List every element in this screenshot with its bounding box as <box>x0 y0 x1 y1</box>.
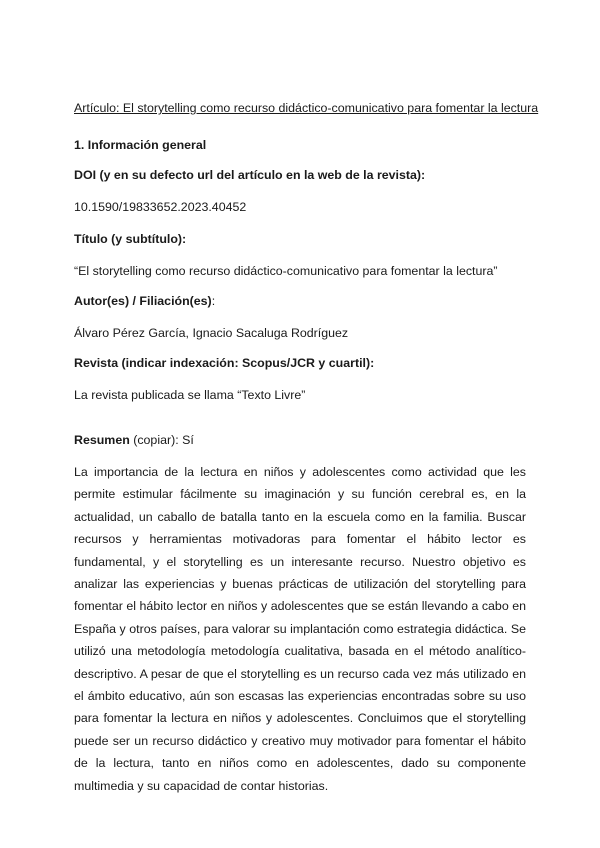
resumen-label: Resumen <box>74 433 130 447</box>
autores-value: Álvaro Pérez García, Ignacio Sacaluga Rodríguez <box>74 326 349 340</box>
doi-value: 10.1590/19833652.2023.40452 <box>74 200 247 214</box>
revista-label: Revista (indicar indexación: Scopus/JCR y cuartil): <box>74 356 375 370</box>
resumen-label-line <box>74 432 526 448</box>
autores-label: Autor(es) / Filiación(es) <box>74 294 212 308</box>
revista-value: La revista publicada se llama “Texto Livre” <box>74 388 306 402</box>
autores-label-line <box>74 293 526 309</box>
titulo-value: “El storytelling como recurso didáctico-comunicativo para fomentar la lectura” <box>74 264 498 278</box>
resumen-text: La importancia de la lectura en niños y adolescentes como actividad que les permite estimular fácilmente su imaginación y su función cerebral es, en la actualidad, un caballo de batalla tanto en la escuela como en la familia. Buscar recursos y herramientas motivadoras para fomentar el hábito lector es fundamental, y el storytelling es un interesante recurso. Nuestro objetivo es analizar las experiencias y buenas prácticas de utilización del storytelling para fomentar el hábito lector en niños y adolescentes que se están llevando a cabo en España y otros países, para valorar su implantación como estrategia didáctica. Se utilizó una metodología metodología cualitativa, basada en el método analítico-descriptivo. A pesar de que el storytelling es un recurso cada vez más utilizado en el ámbito educativo, aún son escasas las experiencias encontradas sobre su uso para fomentar la lectura en niños y adolescentes. Concluimos que el storytelling puede ser un recurso didáctico y creativo muy motivador para fomentar el hábito de la lectura, tanto en niños como en adolescentes, dado su componente multimedia y su capacidad de contar historias. <box>74 465 526 793</box>
document-page <box>74 100 539 797</box>
article-title: Artículo: El storytelling como recurso didáctico-comunicativo para fomentar la lectura <box>74 101 539 115</box>
autores-colon: : <box>211 294 216 308</box>
section-heading: 1. Información general <box>74 138 207 152</box>
doi-label: DOI (y en su defecto url del artículo en la web de la revista): <box>74 168 426 182</box>
resumen-suffix: (copiar): Sí <box>129 433 194 447</box>
titulo-label: Título (y subtítulo): <box>74 232 187 246</box>
